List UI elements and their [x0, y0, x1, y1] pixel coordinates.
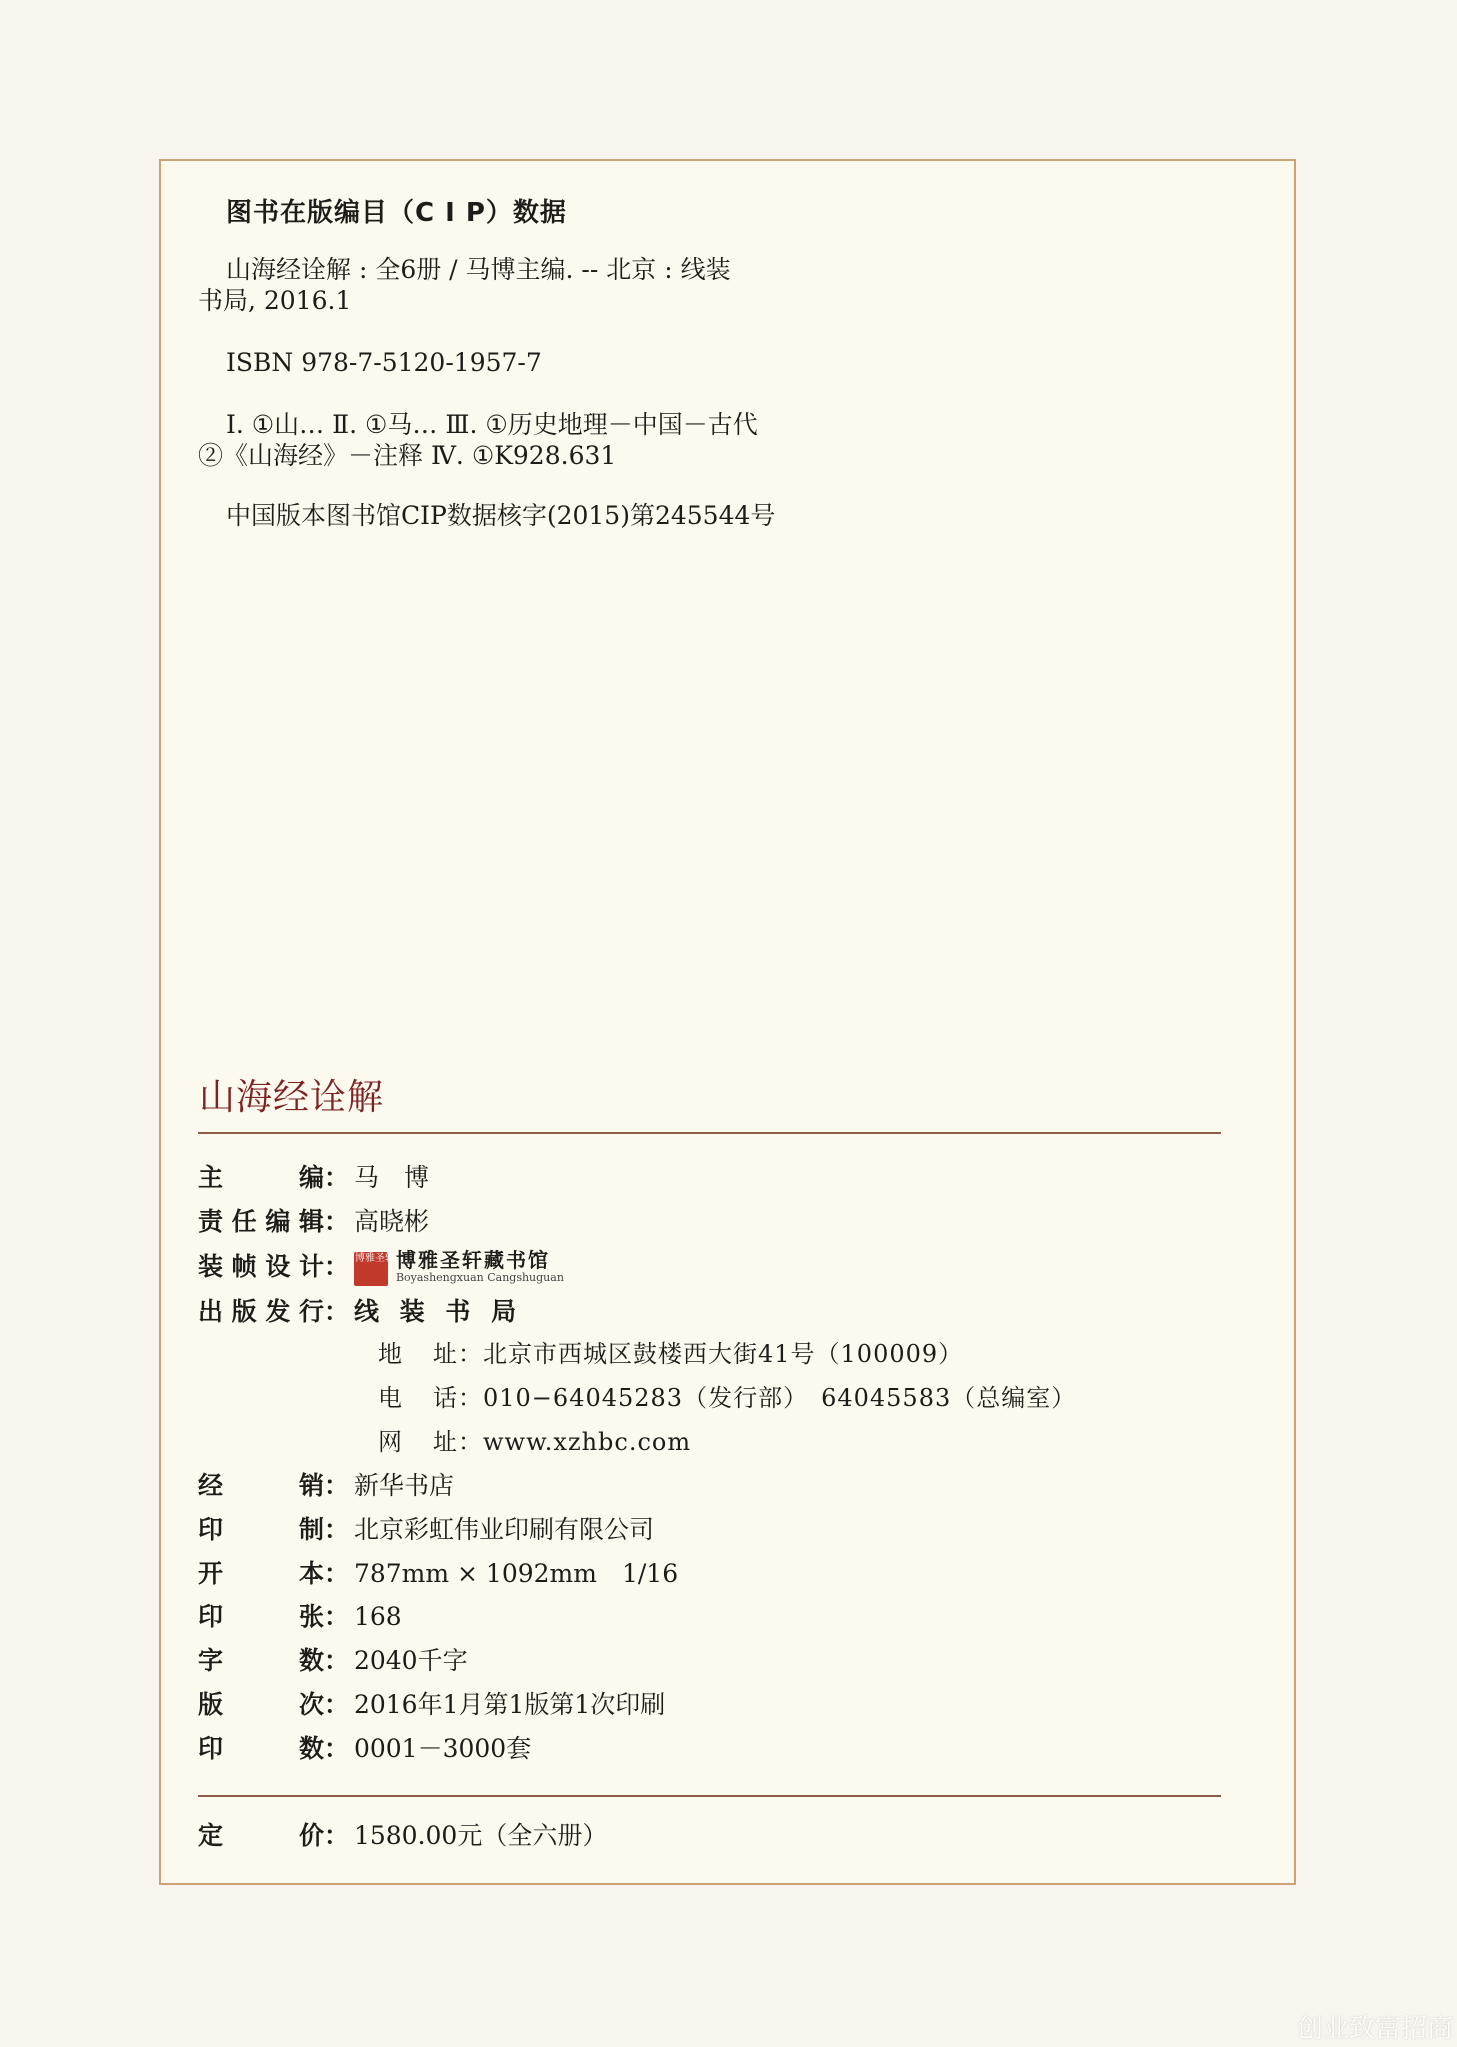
credit-value: 新华书店 [353, 1471, 454, 1500]
cip-record-line1: 山海经诠解 : 全6册 / 马博主编. -- 北京 : 线装 [226, 255, 731, 284]
price-divider [198, 1795, 1221, 1797]
sub-value: 010−64045283（发行部） 64045583（总编室） [483, 1384, 1077, 1412]
colon: ： [324, 1734, 350, 1763]
credit-label: 出版发行 [198, 1297, 324, 1326]
cip-number-text: 中国版本图书馆CIP数据核字(2015)第245544号 [226, 501, 776, 530]
credit-label: 字 数 [198, 1646, 324, 1675]
colon: ： [324, 1602, 350, 1631]
credit-publisher [198, 1292, 522, 1332]
credit-printer [198, 1510, 654, 1550]
sub-label: 网 址 [378, 1428, 458, 1456]
credit-resp-editor [198, 1202, 429, 1242]
cip-isbn [198, 347, 878, 378]
publisher-phone [378, 1378, 1076, 1418]
colon: ： [324, 1297, 350, 1326]
publisher-name: 线 装 书 局 [353, 1297, 523, 1326]
colon: ： [324, 1163, 350, 1192]
cip-number [198, 500, 878, 531]
credit-value: 马 博 [353, 1163, 429, 1192]
price-value: 1580.00元（全六册） [353, 1821, 608, 1850]
credit-design [198, 1247, 564, 1287]
cip-classification [198, 409, 878, 471]
colon: ： [458, 1384, 483, 1412]
credit-editor [198, 1158, 429, 1198]
cip-heading: 图书在版编目（C I P）数据 [226, 198, 567, 228]
design-name-zh: 博雅圣轩藏书馆 [395, 1247, 550, 1272]
cip-class-line2: ②《山海经》－注释 Ⅳ. ①K928.631 [198, 441, 617, 470]
watermark-text: 创业致富招商 [1296, 2014, 1453, 2044]
sub-value: 北京市西城区鼓楼西大街41号（100009） [483, 1340, 964, 1368]
title-divider [198, 1132, 1221, 1134]
colon: ： [324, 1821, 350, 1850]
credit-value: 2016年1月第1版第1次印刷 [353, 1690, 666, 1719]
colon: ： [324, 1471, 350, 1500]
credit-value: 2040千字 [353, 1646, 468, 1675]
sub-label: 地 址 [378, 1340, 458, 1368]
colon: ： [324, 1690, 350, 1719]
colon: ： [324, 1252, 350, 1281]
credit-label: 版 次 [198, 1690, 324, 1719]
credit-label: 定 价 [198, 1821, 324, 1850]
credit-value: 0001－3000套 [353, 1734, 532, 1763]
colon: ： [324, 1207, 350, 1236]
publisher-website [378, 1422, 691, 1462]
cip-class-line1: Ⅰ. ①山… Ⅱ. ①马… Ⅲ. ①历史地理－中国－古代 [226, 410, 758, 439]
credit-distributor [198, 1466, 454, 1506]
credit-print-run [198, 1729, 531, 1769]
colon: ： [458, 1428, 483, 1456]
credit-value: 北京彩虹伟业印刷有限公司 [353, 1515, 654, 1544]
credit-label: 印 数 [198, 1734, 324, 1763]
credit-label: 主 编 [198, 1163, 324, 1192]
colon: ： [324, 1646, 350, 1675]
credit-words [198, 1641, 468, 1681]
seal-icon: 博雅圣轩 [354, 1252, 388, 1286]
book-title: 山海经诠解 [199, 1077, 385, 1118]
credit-label: 装帧设计 [198, 1252, 324, 1281]
sub-label: 电 话 [378, 1384, 458, 1412]
credit-label: 责任编辑 [198, 1207, 324, 1236]
colon: ： [324, 1559, 350, 1588]
design-name-en: Boyashengxuan Cangshuguan [395, 1270, 564, 1284]
credit-value: 高晓彬 [353, 1207, 429, 1236]
credit-label: 印 张 [198, 1602, 324, 1631]
publisher-address [378, 1334, 963, 1374]
website-link[interactable]: www.xzhbc.com [483, 1428, 692, 1456]
credit-edition [198, 1685, 665, 1725]
credit-label: 开 本 [198, 1559, 324, 1588]
credit-value: 787mm × 1092mm 1/16 [353, 1559, 679, 1588]
credit-format [198, 1554, 678, 1594]
credit-price [198, 1816, 607, 1856]
credit-label: 印 制 [198, 1515, 324, 1544]
design-logo [354, 1247, 564, 1287]
isbn-text: ISBN 978-7-5120-1957-7 [226, 348, 542, 377]
credit-value: 168 [353, 1602, 402, 1631]
credit-label: 经 销 [198, 1471, 324, 1500]
colon: ： [324, 1515, 350, 1544]
credit-sheets [198, 1597, 402, 1637]
cip-record-line2: 书局, 2016.1 [198, 286, 352, 315]
cip-record [198, 254, 878, 316]
colon: ： [458, 1340, 483, 1368]
